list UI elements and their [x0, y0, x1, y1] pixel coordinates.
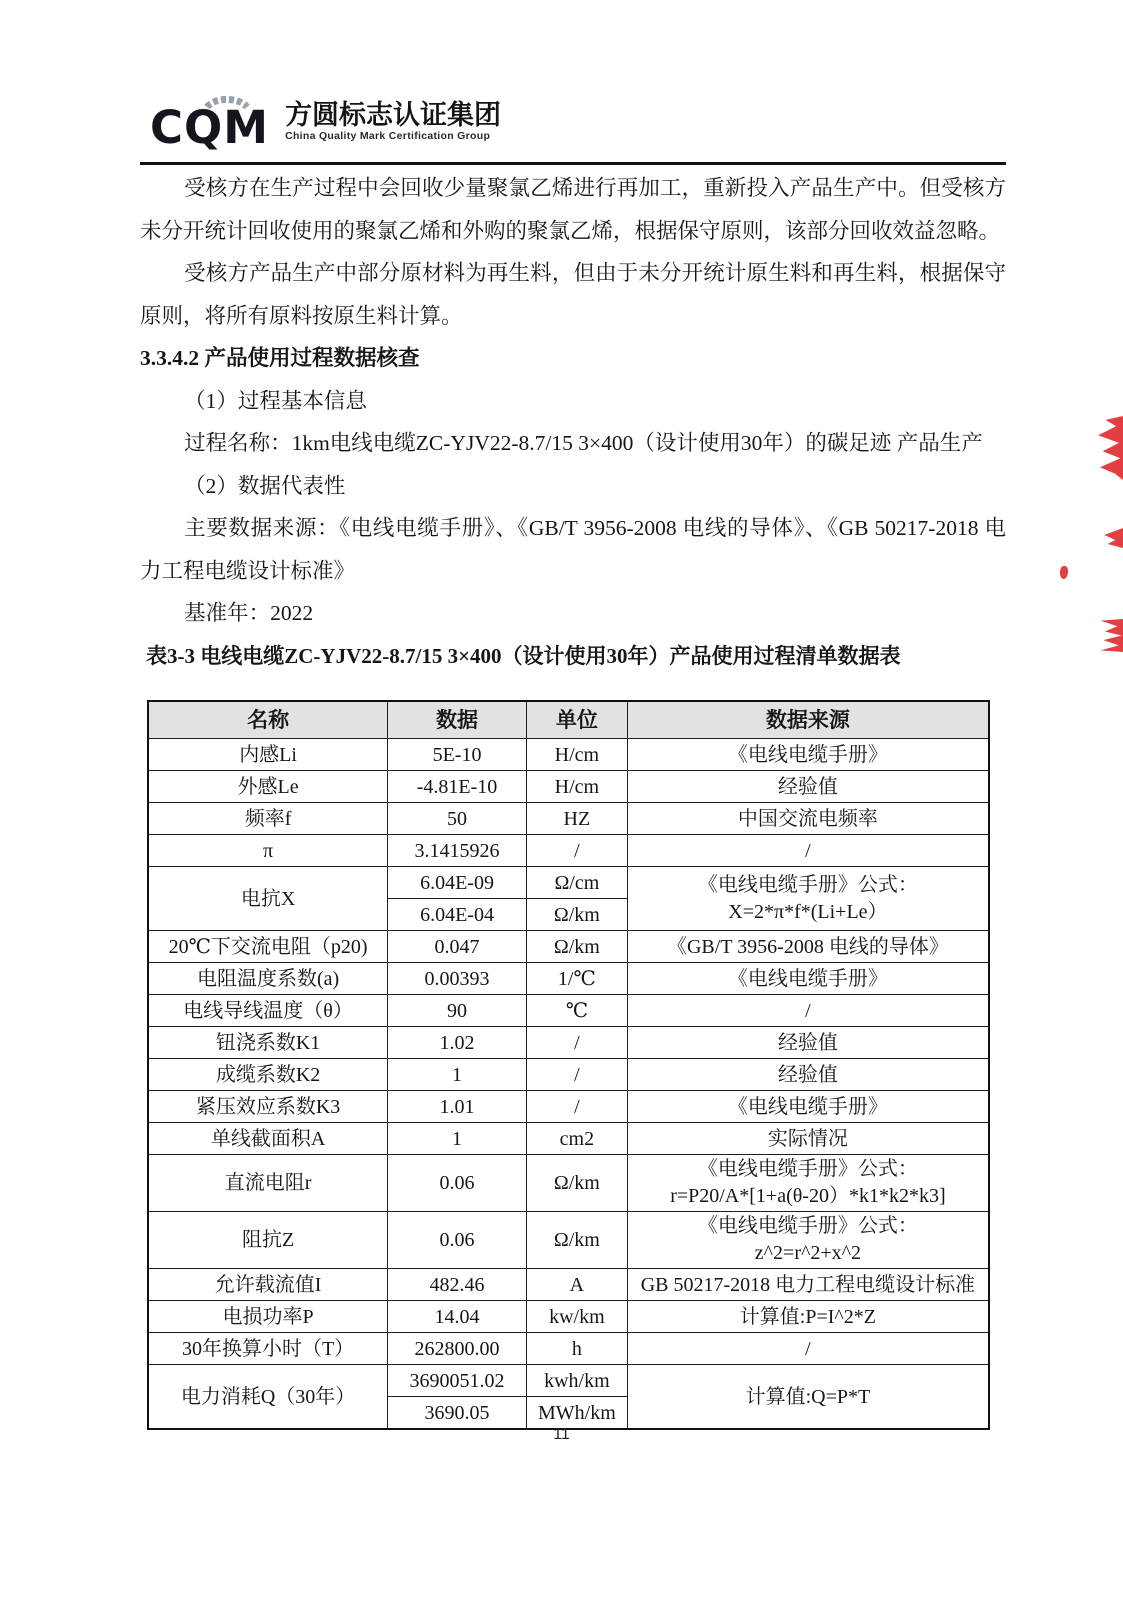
cqm-logo	[150, 94, 502, 154]
table-cell: kw/km	[526, 1301, 627, 1333]
table-cell: 单线截面积A	[148, 1123, 388, 1155]
table-cell: 1.02	[388, 1027, 527, 1059]
table-cell: 5E-10	[388, 739, 527, 771]
logo-titles	[285, 100, 501, 142]
table-cell: 《GB/T 3956-2008 电线的导体》	[627, 931, 989, 963]
table-cell: 经验值	[627, 1027, 989, 1059]
table-cell: 《电线电缆手册》	[627, 963, 989, 995]
table-cell: h	[526, 1333, 627, 1365]
table-cell: Ω/km	[526, 1212, 627, 1269]
table-cell: 50	[388, 803, 527, 835]
table-row	[148, 771, 989, 803]
table-cell: 计算值:P=I^2*Z	[627, 1301, 989, 1333]
section-heading-3-3-4-2: 3.3.4.2 产品使用过程数据核查	[140, 346, 420, 370]
table-cell: 中国交流电频率	[627, 803, 989, 835]
table-row	[148, 835, 989, 867]
table-cell: HZ	[526, 803, 627, 835]
table-cell: 《电线电缆手册》	[627, 1091, 989, 1123]
stamp-fragment-icon	[1096, 416, 1123, 480]
table-row	[148, 1027, 989, 1059]
table-cell: /	[526, 835, 627, 867]
table-cell: H/cm	[526, 739, 627, 771]
table-cell: /	[526, 1091, 627, 1123]
table-cell: 电阻温度系数(a)	[148, 963, 388, 995]
table-cell: 14.04	[388, 1301, 527, 1333]
table-cell: 1	[388, 1123, 527, 1155]
table-cell: 3690051.02	[388, 1365, 527, 1397]
table-row	[148, 867, 989, 899]
table-cell: MWh/km	[526, 1397, 627, 1430]
table-wrapper	[147, 700, 990, 1430]
table-cell: 允许载流值I	[148, 1269, 388, 1301]
table-row	[148, 1059, 989, 1091]
page-number: 11	[553, 1426, 570, 1443]
table-body	[148, 739, 989, 1430]
list-item-data-representativeness: （2）数据代表性	[184, 473, 346, 498]
table-cell: 《电线电缆手册》公式： z^2=r^2+x^2	[627, 1212, 989, 1269]
cqm-logo-mark	[150, 94, 270, 154]
table-row	[148, 1365, 989, 1397]
table-cell: 钮浇系数K1	[148, 1027, 388, 1059]
table-row	[148, 963, 989, 995]
table-cell: 1	[388, 1059, 527, 1091]
table-row	[148, 803, 989, 835]
stamp-fragment-icon	[1101, 528, 1123, 548]
table-row	[148, 1091, 989, 1123]
table-cell: 482.46	[388, 1269, 527, 1301]
table-cell: 频率f	[148, 803, 388, 835]
table-cell: GB 50217-2018 电力工程电缆设计标准	[627, 1269, 989, 1301]
table-cell: 电抗X	[148, 867, 388, 931]
table-cell: 经验值	[627, 1059, 989, 1091]
header-rule	[140, 162, 1006, 165]
table-cell: 90	[388, 995, 527, 1027]
table-head	[148, 701, 989, 739]
list-item-process-info: （1）过程基本信息	[184, 388, 367, 413]
process-name-line: 过程名称：1km电线电缆ZC-YJV22-8.7/15 3×400（设计使用30年）的碳足迹 产品生产	[184, 431, 983, 455]
table-cell: 30年换算小时（T）	[148, 1333, 388, 1365]
process-data-table	[147, 700, 990, 1430]
table-cell: 20℃下交流电阻（p20)	[148, 931, 388, 963]
table-row	[148, 1123, 989, 1155]
cqm-crown-icon	[202, 94, 252, 114]
table-row	[148, 995, 989, 1027]
table-cell: /	[627, 995, 989, 1027]
table-cell: 6.04E-09	[388, 867, 527, 899]
table-cell: H/cm	[526, 771, 627, 803]
table-cell: 3690.05	[388, 1397, 527, 1430]
table-row	[148, 1333, 989, 1365]
stamp-fragment-icon	[1095, 619, 1123, 652]
table-cell: 电线导线温度（θ）	[148, 995, 388, 1027]
table-header-row	[148, 701, 989, 739]
table-row	[148, 739, 989, 771]
table-row	[148, 1155, 989, 1212]
table-cell: /	[627, 835, 989, 867]
table-cell: A	[526, 1269, 627, 1301]
table-cell: 内感Li	[148, 739, 388, 771]
table-cell: 0.047	[388, 931, 527, 963]
table-cell: Ω/km	[526, 931, 627, 963]
table-cell: 《电线电缆手册》公式： X=2*π*f*(Li+Le）	[627, 867, 989, 931]
table-cell: Ω/km	[526, 899, 627, 931]
data-sources-line: 主要数据来源：《电线电缆手册》、《GB/T 3956-2008 电线的导体》、《GB 50217-2018 电力工程电缆设计标准》	[140, 516, 1006, 583]
table-cell: 《电线电缆手册》公式： r=P20/A*[1+a(θ-20）*k1*k2*k3]	[627, 1155, 989, 1212]
table-cell: 外感Le	[148, 771, 388, 803]
table-cell: 6.04E-04	[388, 899, 527, 931]
table-cell: /	[526, 1059, 627, 1091]
table-row	[148, 931, 989, 963]
table-header-cell: 数据	[388, 701, 527, 739]
table-header-cell: 名称	[148, 701, 388, 739]
cqm-logo-text: CQM	[150, 101, 270, 154]
table-cell: cm2	[526, 1123, 627, 1155]
table-row	[148, 1212, 989, 1269]
table-cell: 0.00393	[388, 963, 527, 995]
table-cell: π	[148, 835, 388, 867]
table-row	[148, 1269, 989, 1301]
table-cell: Ω/cm	[526, 867, 627, 899]
table-cell: 1/℃	[526, 963, 627, 995]
table-header-cell: 单位	[526, 701, 627, 739]
table-cell: 《电线电缆手册》	[627, 739, 989, 771]
document-body	[140, 167, 1006, 677]
table-cell: ℃	[526, 995, 627, 1027]
base-year-line: 基准年：2022	[184, 601, 314, 625]
table-cell: 3.1415926	[388, 835, 527, 867]
table-cell: 实际情况	[627, 1123, 989, 1155]
table-cell: 0.06	[388, 1155, 527, 1212]
table-row	[148, 1301, 989, 1333]
stamp-fragment-icon	[1060, 566, 1068, 579]
table-cell: 计算值:Q=P*T	[627, 1365, 989, 1430]
table-3-3-title: 表3-3 电线电缆ZC-YJV22-8.7/15 3×400（设计使用30年）产品使用过程清单数据表	[146, 643, 901, 668]
table-cell: kwh/km	[526, 1365, 627, 1397]
table-cell: 经验值	[627, 771, 989, 803]
table-cell: -4.81E-10	[388, 771, 527, 803]
table-header-cell: 数据来源	[627, 701, 989, 739]
table-cell: /	[627, 1333, 989, 1365]
table-cell: 直流电阻r	[148, 1155, 388, 1212]
table-cell: 紧压效应系数K3	[148, 1091, 388, 1123]
paragraph-recycled-pvc: 受核方在生产过程中会回收少量聚氯乙烯进行再加工，重新投入产品生产中。但受核方未分开统计回收使用的聚氯乙烯和外购的聚氯乙烯，根据保守原则，该部分回收效益忽略。	[140, 176, 1006, 243]
table-cell: 1.01	[388, 1091, 527, 1123]
table-cell: 0.06	[388, 1212, 527, 1269]
table-cell: 电力消耗Q（30年）	[148, 1365, 388, 1430]
logo-chinese-name: 方圆标志认证集团	[285, 100, 502, 130]
table-cell: 阻抗Z	[148, 1212, 388, 1269]
table-cell: Ω/km	[526, 1155, 627, 1212]
table-cell: 成缆系数K2	[148, 1059, 388, 1091]
logo-english-name: China Quality Mark Certification Group	[285, 130, 491, 142]
table-cell: 262800.00	[388, 1333, 527, 1365]
paragraph-recycled-material: 受核方产品生产中部分原材料为再生料，但由于未分开统计原生料和再生料，根据保守原则，将所有原料按原生料计算。	[140, 261, 1006, 328]
table-cell: /	[526, 1027, 627, 1059]
table-cell: 电损功率P	[148, 1301, 388, 1333]
